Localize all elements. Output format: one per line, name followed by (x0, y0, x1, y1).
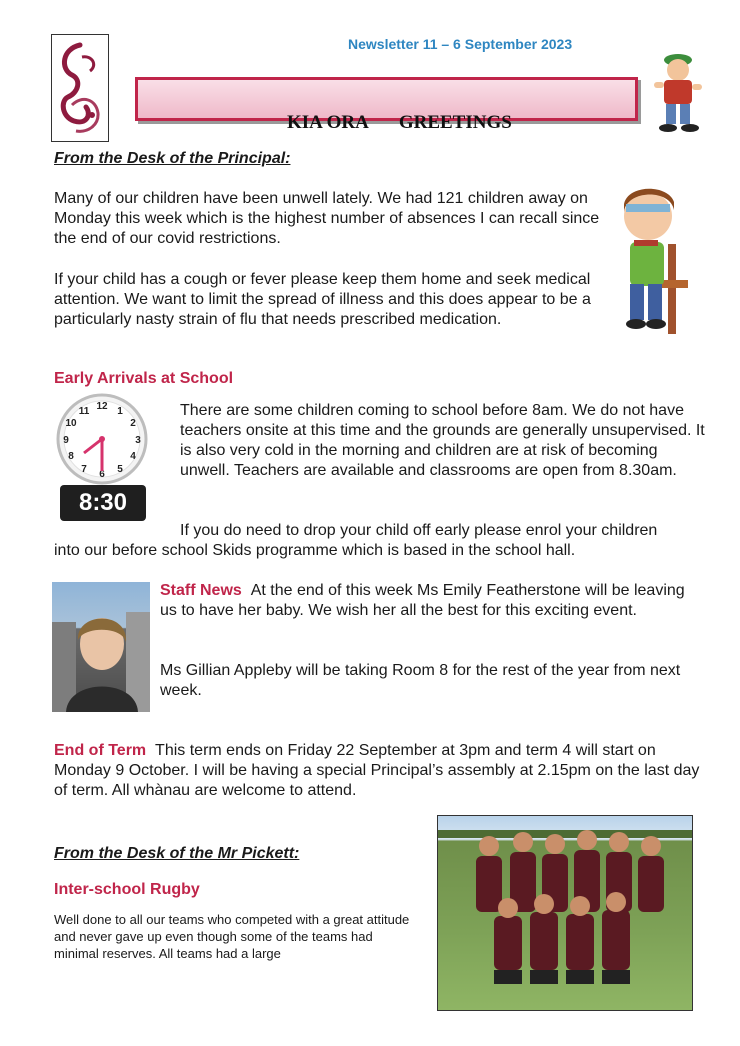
svg-text:5: 5 (117, 464, 123, 475)
greeting-banner (135, 77, 638, 133)
staff-news-text: At the end of this week Ms Emily Featherstone will be leaving us to have her baby. We wish her all the best for this exciting event. (160, 582, 685, 619)
staff-photo (52, 582, 150, 712)
early-arrivals-heading: Early Arrivals at School (54, 370, 234, 387)
school-logo (51, 34, 109, 142)
svg-text:11: 11 (78, 406, 90, 417)
staff-news-paragraph-2: Ms Gillian Appleby will be taking Room 8 for the rest of the year from next week. (160, 662, 681, 699)
end-of-term-paragraph (54, 741, 714, 801)
greeting-greetings: GREETINGS (398, 112, 512, 133)
svg-text:9: 9 (63, 435, 69, 446)
svg-text:7: 7 (81, 464, 87, 475)
svg-text:4: 4 (130, 451, 136, 462)
svg-text:12: 12 (96, 401, 108, 412)
cartoon-boy-waving-image (648, 50, 708, 134)
svg-text:6: 6 (99, 469, 105, 480)
svg-text:10: 10 (65, 418, 77, 429)
svg-text:8: 8 (68, 451, 74, 462)
rugby-team-photo (437, 815, 693, 1011)
rugby-heading: Inter-school Rugby (54, 881, 200, 898)
early-arrivals-paragraph-1: There are some children coming to school before 8am. We do not have teachers onsite at this time and the grounds are generally unsupervised. It is also very cold in the morning and children are at risk of becoming unwell. Teachers are available and classrooms are open from 8.30am. (180, 402, 705, 479)
early-arrivals-paragraph-2-line-2: into our before school Skids programme which is based in the school hall. (54, 542, 576, 559)
staff-news-label: Staff News (160, 582, 242, 599)
early-arrivals-paragraph-2-line-1: If you do need to drop your child off early please enrol your children (180, 522, 658, 539)
rugby-paragraph: Well done to all our teams who competed with a great attitude and never gave up even though some of the teams had minimal reserves. All teams had a large (54, 912, 410, 961)
principal-heading: From the Desk of the Principal: (54, 150, 291, 167)
newsletter-number: Newsletter 11 – 6 September 2023 (348, 36, 573, 52)
principal-paragraph-2: If your child has a cough or fever please keep them home and seek medical attention. We want to limit the spread of illness and this does appear to be a particularly nasty strain of flu that needs prescribed medication. (54, 271, 591, 328)
clock-image (52, 393, 156, 525)
end-of-term-label: End of Term (54, 742, 147, 759)
staff-news-paragraph-1 (160, 581, 700, 621)
svg-text:1: 1 (117, 406, 123, 417)
principal-paragraph-1: Many of our children have been unwell lately. We had 121 children away on Monday this week which is the highest number of absences I can recall since the end of our covid restrictions. (54, 190, 600, 247)
end-of-term-text: This term ends on Friday 22 September at 3pm and term 4 will start on Monday 9 October. I will be having a special Principal’s assembly at 2.15pm on the last day of term. All whànau are welcome to attend. (54, 742, 700, 799)
sick-child-image (618, 184, 690, 340)
clock-time: 8:30 (78, 489, 128, 516)
greeting-kia-ora: KIA ORA (287, 112, 369, 133)
clock-digital-display (60, 485, 146, 521)
pickett-heading: From the Desk of the Mr Pickett: (54, 845, 300, 862)
svg-text:3: 3 (135, 435, 141, 446)
svg-text:2: 2 (130, 418, 136, 429)
